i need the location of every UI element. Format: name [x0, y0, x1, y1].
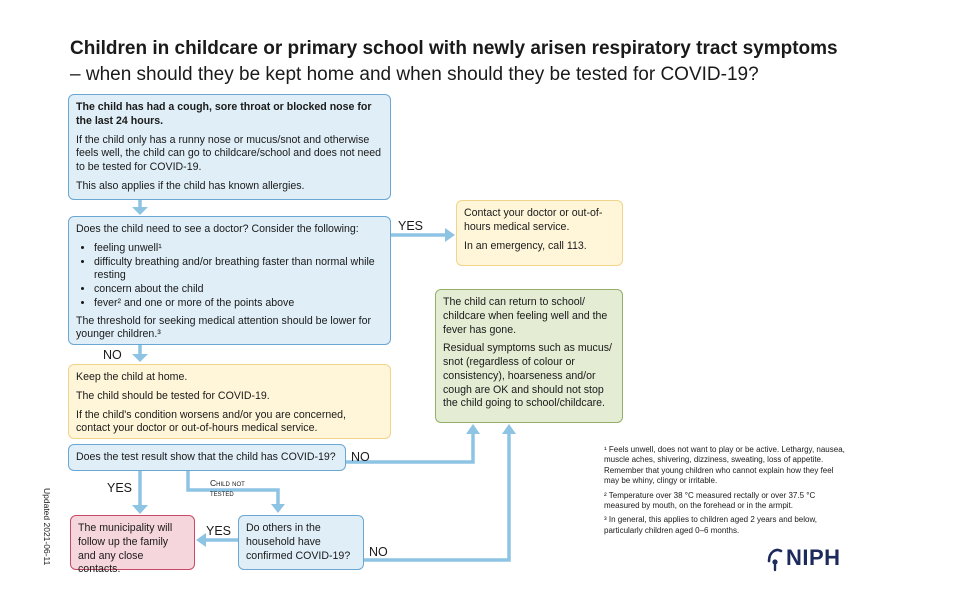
box-test-result-question: Does the test result show that the child has COVID-19?	[76, 451, 336, 463]
label-yes-municipality: YES	[107, 481, 133, 495]
box-keep-home-test: The child should be tested for COVID-19.	[76, 389, 270, 402]
arrowhead	[132, 207, 148, 215]
box-symptoms-allergies: This also applies if the child has known allergies.	[76, 179, 305, 192]
label-no-test: NO	[351, 450, 370, 464]
niph-logo	[766, 543, 848, 573]
arrowhead	[466, 424, 480, 434]
label-child-not-tested-line2: tested	[210, 488, 234, 499]
box-symptoms-heading: The child has had a cough, sore throat or blocked nose for the last 24 hours.	[76, 101, 372, 127]
label-yes-doctor: YES	[398, 219, 424, 233]
arrowhead	[132, 505, 148, 514]
box-see-doctor	[68, 216, 391, 345]
box-return-residual: Residual symptoms such as mucus/ snot (regardless of colour or consistency), hoarseness and/or cough are OK and should not stop the child going to school/childcare.	[443, 342, 612, 410]
arrowhead	[132, 354, 148, 362]
box-others-household	[238, 515, 364, 570]
footnote-3: ³ In general, this applies to children aged 2 years and below, particularly children aged 0–6 months.	[604, 515, 818, 535]
page-title: Children in childcare or primary school with newly arisen respiratory tract symptoms	[70, 38, 838, 59]
arrowhead	[271, 504, 285, 513]
footnote-2: ² Temperature over 38 °C measured rectally or over 37.5 °C measured by mouth, on the forehead or in the armpit.	[604, 490, 816, 510]
label-no-others: NO	[369, 545, 388, 559]
box-contact-doctor	[456, 200, 623, 266]
arrowhead	[445, 228, 455, 242]
arrow-others-no-to-return	[364, 433, 509, 560]
doctor-criteria-list	[76, 242, 383, 311]
footnotes	[604, 445, 850, 540]
box-symptoms-runny-nose: If the child only has a runny nose or mucus/snot and otherwise feels well, the child can go to childcare/school and does not need to be tested for COVID-19.	[76, 133, 382, 174]
footnote-1: ¹ Feels unwell, does not want to play or be active. Lethargy, nausea, muscle aches, shivering, dizziness, sweating, loss of appetite. Remember that young children who cannot explain how they feel may be whiny, clingy or irritable.	[604, 445, 845, 486]
box-see-doctor-intro: Does the child need to see a doctor? Consider the following:	[76, 223, 359, 235]
box-others-question: Do others in the household have confirmed COVID-19?	[246, 522, 351, 562]
label-yes-others: YES	[206, 524, 232, 538]
box-see-doctor-threshold: The threshold for seeking medical attention should be lower for younger children.³	[76, 314, 372, 341]
label-child-not-tested-line1: Child not	[210, 478, 245, 488]
box-keep-home-worsens: If the child's condition worsens and/or you are concerned, contact your doctor or out-of-hours medical service.	[76, 408, 346, 435]
box-municipality-text: The municipality will follow up the family and any close contacts.	[78, 522, 173, 576]
box-keep-home	[68, 364, 391, 439]
box-municipality	[70, 515, 195, 576]
box-keep-home-text: Keep the child at home.	[76, 371, 188, 383]
box-test-result	[68, 444, 346, 471]
box-contact-doctor-emergency: In an emergency, call 113.	[464, 239, 587, 252]
arrowhead	[196, 533, 206, 547]
page-subtitle: – when should they be kept home and when should they be tested for COVID-19?	[70, 64, 759, 85]
arrowhead	[502, 424, 516, 434]
label-child-not-tested	[210, 478, 245, 498]
box-return-to-school	[435, 289, 623, 423]
updated-date: Updated 2021-06-11	[42, 488, 52, 566]
box-contact-doctor-text: Contact your doctor or out-of-hours medical service.	[464, 207, 603, 233]
box-return-text: The child can return to school/ childcare when feeling well and the fever has gone.	[443, 296, 608, 336]
list-item: • difficulty breathing and/or breathing faster than normal while resting	[94, 256, 383, 284]
niph-logo-icon	[766, 543, 786, 573]
niph-logo-text: NIPH	[786, 545, 841, 570]
label-no-home: NO	[103, 348, 122, 362]
list-item: • feeling unwell¹	[94, 242, 383, 256]
list-item: • concern about the child	[94, 283, 383, 297]
list-item: • fever² and one or more of the points above	[94, 297, 383, 311]
box-symptoms	[68, 94, 391, 200]
